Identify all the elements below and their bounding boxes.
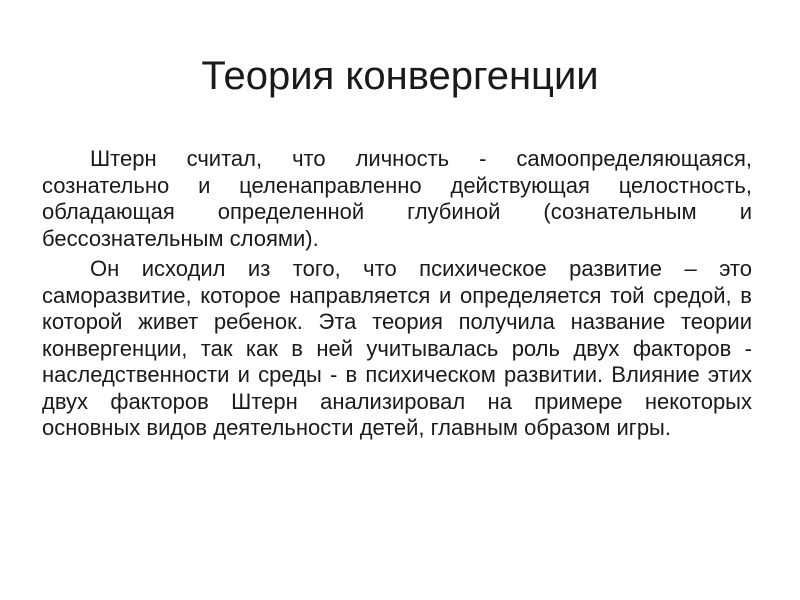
slide-title: Теория конвергенции: [201, 54, 599, 98]
paragraph-1: Штерн считал, что личность - самоопределяющаяся, сознательно и целенаправленно действующая целостность, обладающая определенной глубиной (сознательным и бессознательным слоями).: [42, 146, 752, 251]
slide-body: [42, 146, 752, 442]
paragraph-2: Он исходил из того, что психическое развитие – это саморазвитие, которое направляется и определяется той средой, в которой живет ребенок. Эта теория получила название теории конвергенции, так как в ней учитывалась роль двух факторов - наследственности и среды - в психическом развитии. Влияние этих двух факторов Штерн анализировал на примере некоторых основных видов деятельности детей, главным образом игры.: [42, 256, 752, 440]
